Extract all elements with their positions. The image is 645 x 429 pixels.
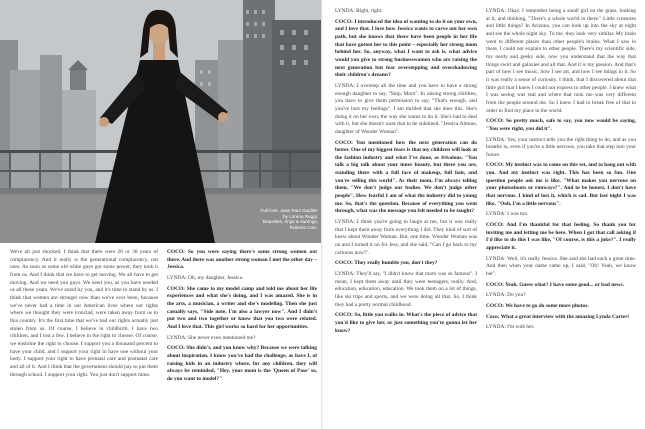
text-column-4 <box>486 8 636 426</box>
interview-answer: LYNDA: I overstep all the time and you have to have a strong enough daughter to say, "Stop, Mom". In raising strong children, you have to give them permission to say, "That's enough, and you've hurt my feelings". I am thrilled that she does this. She's doing it on her own, the way she wants to do it. She's had to deal with it, but she doesn't want that to be sidelined. "Jessica Altman, daughter of Wonder Woman". <box>335 82 477 135</box>
interview-answer: LYNDA: She never even mentioned me? <box>167 334 256 341</box>
text-column-1 <box>10 249 158 425</box>
caption-line: Full look, Jean Paul Gaultier <box>260 208 318 213</box>
interview-answer: LYNDA: Well, it's really Jessica. She said she had such a great time. And then when your name came up, I said, "Oh! Yeah, we know her". <box>486 255 636 277</box>
caption-line: by Lorena Ruggi. <box>283 213 318 219</box>
interview-question: COCO: They really humble you, don't they? <box>335 260 438 267</box>
interview-answer: LYNDA: I'm with her. <box>486 324 535 331</box>
interview-answer: LYNDA: I think you're going to laugh at me, but it was really that I kept them away from everything I did. They kind of sort of knew about Wonder Woman. But, one time, Wonder Woman was on and I turned it on for Jess, and she said, "Can I go back to my cartoons now?". <box>335 219 477 256</box>
interview-question: COCO: So you were saying there's some strong women out there. And there was another strong woman I met the other day – Jessica. <box>167 249 317 271</box>
caption-line: Bracelets, rings & earrings, <box>262 219 318 225</box>
interview-answer: LYNDA: Oh, my daughter, Jessica. <box>167 274 244 281</box>
interview-question: COCO: Yeah. Guess what? I have some good... or bad news. <box>486 281 624 288</box>
interview-question: Coco: What a great interview with the amazing Lynda Carter! <box>486 313 630 320</box>
interview-answer: LYNDA: Okay. I remember being a small girl on the grass, looking at it, and thinking, "There's a whole world in there." Little creatures and little things? In Arizona, you can look up into the sky at night and see the whole night sky. To me, they look very similar. My brain went to different places than other people's brains. What I saw in there, I could not explain to other people. There's my scientific side, my nerdy and geeky side, now you understand that the way that things swirl and galaxies and all that. And it is my passion. And that's part of how I see music, how I see art, and how I see things in it. So it was really a sense of curiosity. I think, that I discovered about that little girl that I knew I could not express to other people. I knew what I was seeing was real and where that took me was very different from the people around me. So I knew I had to break free of that in order to find my place in the world. <box>486 8 636 114</box>
interview-answer: LYNDA: They'll say, "I didn't know that mom was so famous". I mean, I kept them away until they were teenagers, really. And, education, education, education. We took them on a lot of things, like ski trips and sports, and we were doing all that. So, I think they had a pretty normal childhood. <box>335 271 477 308</box>
interview-question: COCO: So pretty much, safe to say, you now would be saying, "You were right, you did it". <box>486 118 636 132</box>
interview-question: COCO: She came to my model camp and told me about her life experiences and what she's doing, and I was amazed. She is in the arts, a musician, a writer and she's modeling. Then she just casually says, "Side note, I'm also a lawyer now". And I didn't put two and two together or know that you two were related. And I love that. This girl works so hard for her opportunities. <box>167 285 317 330</box>
rooftop-scene-illustration <box>0 0 321 243</box>
interview-question: COCO: My instinct was to come on this set, and to hang out with you. And my instinct was right. This has been so fun. One question people ask me is like, "What makes you nervous on your photoshoots or runways?". And to be honest, I don't have that nervous. I kind of lost it, which is sad. But last night I was like, "Ooh, I'm a little nervous". <box>486 162 636 207</box>
interview-answer: LYNDA: Right, right. <box>335 8 383 14</box>
interview-question: COCO: So, little you walks in. What's the piece of advice that you'd like to give her, or just something you're gonna let her know? <box>335 312 477 334</box>
interview-answer: LYNDA: I was too. <box>486 211 529 218</box>
interview-answer: We're all just shocked. I think that there were 20 or 30 years of complacency. And it really is the generational complacency, not ours. As soon as some old white guys got some power, they took it from us. And I think that we have to get moving. We all have to get moving. And we need you guys. We need you, as you have needed us all these years. We've stood by you, and it's time to stand by us. I think that women are stronger now than we've ever been, because we've never had a time in our American lives where our rights where we thought they were ironclad, were taken away from us in this country. It's the first time that we've had our rights actually just stolen from us. Of course, I believe in childbirth. I have two children, and I lost a few. I believe in the right to choose. Of course, we enshrine the right to choose. I support you a thousand percent to have your child, and I support your right to have one without your body. I support your right to have prenatal care and postnatal care and all of it. And I think that the government should pay to put them through school. I support your right. You just don't support mine. <box>10 249 158 378</box>
interview-question: COCO: She didn't, and you know why? Because we were talking about inspiration. I know you've had the challenge, as have I, of raising kids in an industry where, for any children, they will always be reminded, "Hey, your mom is the 'Queen of Pose' so, do you want to model?" <box>167 345 317 382</box>
caption-line: Roberto Coin. <box>289 224 318 230</box>
text-column-2 <box>167 249 317 425</box>
interview-answer: LYNDA: Yes, your instinct tells you the right thing to do, and as you breathe in, even if you're a little nervous, you take that step into your future. <box>486 136 636 158</box>
page-gutter <box>321 0 323 429</box>
interview-question: COCO: I introduced the idea of wanting to do it on your own, and I love that. I love how Jessica wants to carve out her own path, but she knows that there have been people in her life that have gotten her to this point – especially her strong mom behind her. So, anyway, what I want to ask is, what advice would you give to strong businesswomen who are raising the next generation but fear overstepping and overshadowing their children's dreams? <box>335 18 477 79</box>
feature-photo <box>0 0 321 243</box>
text-column-3 <box>335 8 477 426</box>
interview-question: COCO: And I'm thankful for that feeling. So thank you for inviting me and letting me be here. When I got that call asking if I'd like to do this I was like, "Of course, is this a joke?". I really appreciate it. <box>486 222 636 252</box>
interview-question: COCO: You mentioned how the next generation can do better. One of my biggest fears is that my children will look at the fashion industry and what I've done, as frivolous. "You talk a big talk about your inner beauty, but there you are, standing there with a full face of makeup, full hair, and you're selling this world". As their mom, I'm always telling them, "We don't judge our bodies. We don't judge other people". How fearful I am of what the industry did to young me. So, that's the question. Because of everything you went through, what was the message you felt needed to be taught? <box>335 139 477 215</box>
interview-answer: LYNDA: Do you? <box>486 292 526 299</box>
interview-question: COCO: We have to go do some more photos. <box>486 302 589 309</box>
photo-credit-caption <box>248 208 318 230</box>
